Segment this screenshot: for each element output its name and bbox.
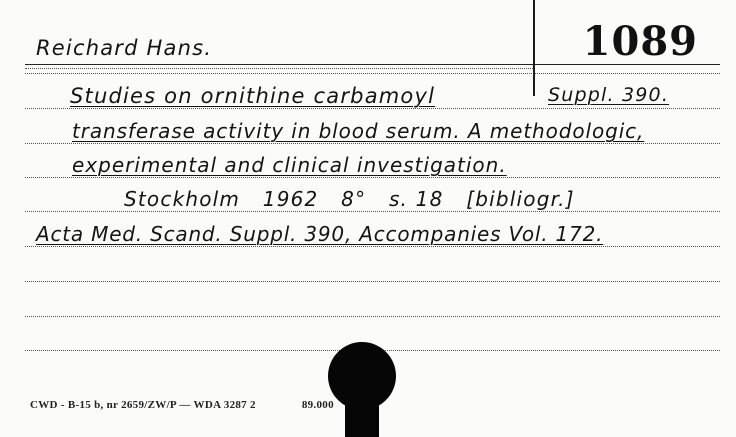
imprint: Stockholm 1962 8° s. 18 [bibliogr.]	[124, 187, 575, 211]
series-note: Suppl. 390.	[548, 84, 670, 106]
series-statement: Acta Med. Scand. Suppl. 390, Accompanies Vol. 172.	[36, 222, 604, 246]
rule-9	[25, 316, 720, 317]
rule-6	[25, 211, 720, 212]
title-line-1: Studies on ornithine carbamoyl	[70, 84, 436, 108]
printer-imprint-left: CWD - B-15 b, nr 2659/ZW/P — WDA 3287 2	[30, 399, 256, 411]
printer-imprint	[30, 399, 334, 411]
rule-5	[25, 177, 720, 178]
column-divider	[533, 0, 535, 96]
title-line-2: transferase activity in blood serum. A methodologic,	[72, 119, 645, 143]
author-name: Reichard Hans.	[36, 36, 213, 60]
rule-2	[25, 73, 720, 74]
rule-author-dotted	[25, 68, 533, 69]
rule-author	[25, 64, 533, 65]
printer-imprint-right: 89.000	[301, 399, 334, 411]
rule-4	[25, 143, 720, 144]
rule-8	[25, 281, 720, 282]
rule-3	[25, 108, 720, 109]
punch-slot	[345, 376, 379, 437]
rule-7	[25, 246, 720, 247]
title-line-3: experimental and clinical investigation.	[72, 153, 507, 177]
card-number: 1089	[582, 18, 698, 65]
